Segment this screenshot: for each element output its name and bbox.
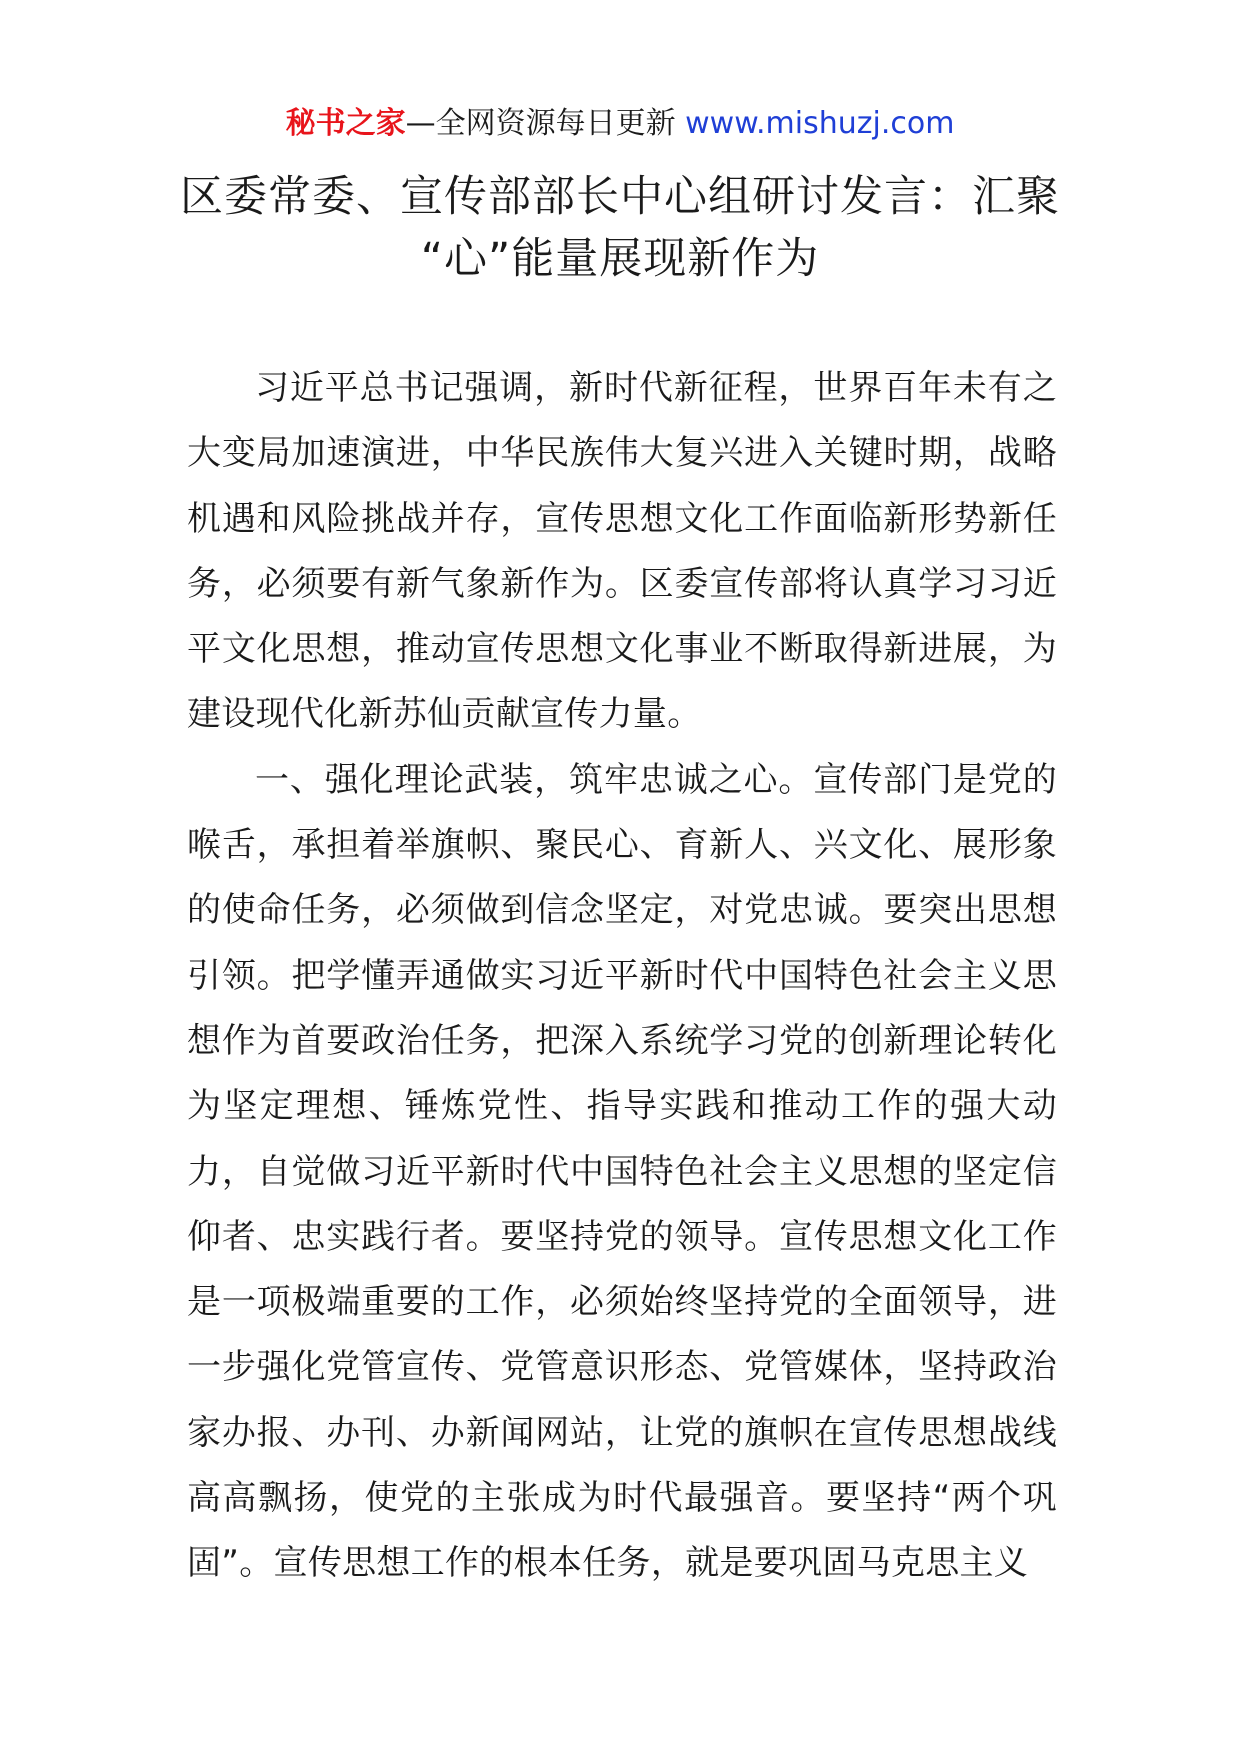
document-title (160, 166, 1080, 290)
title-line-2: “心”能量展现新作为 (420, 234, 820, 284)
header-tagline: —全网资源每日更新 (405, 106, 676, 141)
document-body (187, 356, 1057, 1597)
title-line-1: 区委常委、宣传部部长中心组研讨发言：汇聚 (180, 172, 1060, 222)
site-header (0, 104, 1240, 144)
brand-name: 秘书之家 (285, 106, 406, 141)
paragraph-intro: 习近平总书记强调，新时代新征程，世界百年未有之大变局加速演进，中华民族伟大复兴进入关键时期，战略机遇和风险挑战并存，宣传思想文化工作面临新形势新任务，必须要有新气象新作为。区委宣传部将认真学习习近平文化思想，推动宣传思想文化事业不断取得新进展，为建设现代化新苏仙贡献宣传力量。 (187, 368, 1057, 735)
paragraph-section-1: 一、强化理论武装，筑牢忠诚之心。宣传部门是党的喉舌，承担着举旗帜、聚民心、育新人、兴文化、展形象的使命任务，必须做到信念坚定，对党忠诚。要突出思想引领。把学懂弄通做实习近平新时代中国特色社会主义思想作为首要政治任务，把深入系统学习党的创新理论转化为坚定理想、锤炼党性、指导实践和推动工作的强大动力，自觉做习近平新时代中国特色社会主义思想的坚定信仰者、忠实践行者。要坚持党的领导。宣传思想文化工作是一项极端重要的工作，必须始终坚持党的全面领导，进一步强化党管宣传、党管意识形态、党管媒体，坚持政治家办报、办刊、办新闻网站，让党的旗帜在宣传思想战线高高飘扬，使党的主张成为时代最强音。要坚持“两个巩固”。宣传思想工作的根本任务，就是要巩固马克思主义 (187, 759, 1057, 1584)
site-url-link[interactable]: www.mishuzj.com (685, 106, 955, 141)
